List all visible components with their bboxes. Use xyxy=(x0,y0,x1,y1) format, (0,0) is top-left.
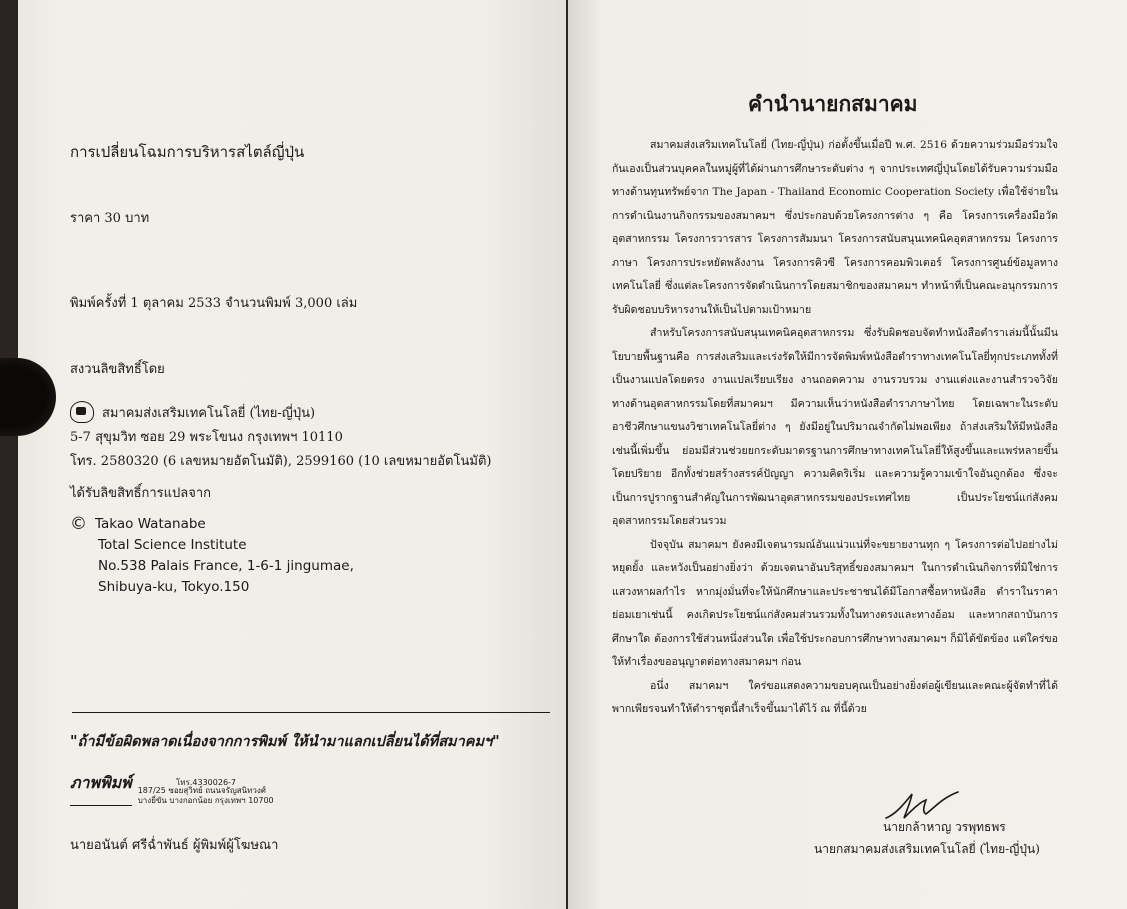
print-info: พิมพ์ครั้งที่ 1 ตุลาคม 2533 จำนวนพิมพ์ 3,000 เล่ม xyxy=(70,296,358,311)
association-address: 5-7 สุขุมวิท ซอย 29 พระโขนง กรุงเทพฯ 10110 xyxy=(70,430,343,445)
signer-name: นายกล้าหาญ วรพุทธพร xyxy=(883,820,1006,834)
institute-address: No.538 Palais France, 1-6-1 jingumae, xyxy=(98,558,354,574)
foreword-paragraph: ปัจจุบัน สมาคมฯ ยังคงมีเจตนารมณ์อันแน่วแน่ที่จะขยายงานทุก ๆ โครงการต่อไปอย่างไม่หยุดยั้ง และหวังเป็นอย่างยิ่งว่า ด้วยเจตนาอันบริสุทธิ์ของสมาคมฯ ในการดำเนินกิจการที่มิใช่การแสวงหาผลกำไร หากมุ่งมั่นที่จะให้นักศึกษาและประชาชนได้มีโอกาสซื้อหาหนังสือ ตำราในราคาย่อมเยาเช่นนี้ คงเกิดประโยชน์แก่สังคมส่วนรวมทั้งในทางตรงและทางอ้อม และหากสถาบันการศึกษาใด ต้องการใช้ส่วนหนึ่งส่วนใด เพื่อใช้ประกอบการศึกษาทางสมาคมฯ ก็มิได้ขัดข้อง แต่ใคร่ขอให้ทำเรื่องขออนุญาตต่อทางสมาคมฯ ก่อน xyxy=(612,538,1058,668)
association-name: สมาคมส่งเสริมเทคโนโลยี่ (ไทย-ญี่ปุ่น) xyxy=(102,405,316,421)
foreword-paragraph: สำหรับโครงการสนับสนุนเทคนิคอุตสาหกรรม ซึ่งรับผิดชอบจัดทำหนังสือตำราเล่มนี้นั้นมีนโยบายพื้นฐานคือ การส่งเสริมและเร่งรัดให้มีการจัดพิมพ์หนังสือตำราทางเทคโนโลยี่ทุกประเภททั้งที่เป็นงานแปลโดยตรง งานแปลเรียบเรียง งานถอดความ งานรวบรวม งานแต่งและงานสำรวจวิจัยทางด้านอุตสาหกรรมโดยที่สมาคมฯ มีความเห็นว่าหนังสือตำราภาษาไทย โดยเฉพาะในระดับอาชีวศึกษาแขนงวิชาเทคโนโลยี่ต่าง ๆ ยังมีอยู่ในปริมาณจำกัดไม่พอเพียง ถ้าส่งเสริมให้มีหนังสือเช่นนี้เพิ่มขึ้น ย่อมมีส่วนช่วยยกระดับมาตรฐานการศึกษาทางเทคโนโลยี่ให้สูงขึ้นและแพร่หลายขึ้นโดยปริยาย อีกทั้งช่วยสร้างสรรค์ปัญญา ความคิดริเริ่ม และความรู้ความเข้าใจอันถูกต้อง ซึ่งจะเป็นการปูรากฐานสำคัญในการพัฒนาอุตสาหกรรมของประเทศไทย เป็นประโยชน์แก่สังคมอุตสาหกรรมโดยส่วนรวม xyxy=(612,327,1058,527)
divider xyxy=(72,712,550,713)
printer-phone: โทร.4330026-7 xyxy=(176,778,237,787)
printer-logo: ภาพพิมพ์ xyxy=(70,774,132,806)
foreword-body xyxy=(612,134,1058,722)
copyright-owner-row xyxy=(70,514,206,534)
printer-address-1: 187/25 ซอยสุวิทย์ ถนนจรัญสนิทวงศ์ xyxy=(137,786,266,795)
copyright-icon: © xyxy=(70,514,87,534)
foreword-paragraph: อนึ่ง สมาคมฯ ใคร่ขอแสดงความขอบคุณเป็นอย่างยิ่งต่อผู้เขียนและคณะผู้จัดทำที่ได้พากเพียรจนทำให้ตำราชุดนี้สำเร็จขึ้นมาได้ไว้ ณ ที่นี้ด้วย xyxy=(612,679,1058,715)
author-name: Takao Watanabe xyxy=(95,516,206,532)
institute-city: Shibuya-ku, Tokyo.150 xyxy=(98,579,250,595)
foreword-title: คำนำนายกสมาคม xyxy=(748,91,918,116)
book-title: การเปลี่ยนโฉมการบริหารสไตล์ญี่ปุ่น xyxy=(70,143,305,161)
association-phone: โทร. 2580320 (6 เลขหมายอัตโนมัติ), 2599160 (10 เลขหมายอัตโนมัติ) xyxy=(70,454,492,469)
copyright-heading: สงวนลิขสิทธิ์โดย xyxy=(70,362,165,377)
publisher-line: นายอนันต์ ศรีฉ่ำพันธ์ ผู้พิมพ์ผู้โฆษณา xyxy=(70,838,279,853)
signer-title: นายกสมาคมส่งเสริมเทคโนโลยี่ (ไทย-ญี่ปุ่น) xyxy=(814,842,1040,856)
association-logo-icon xyxy=(70,401,94,423)
foreword-paragraph: สมาคมส่งเสริมเทคโนโลยี่ (ไทย-ญี่ปุ่น) ก่อตั้งขึ้นเมื่อปี พ.ศ. 2516 ด้วยความร่วมมือร่วมใจกันเองเป็นส่วนบุคคลในหมู่ผู้ที่ได้ผ่านการศึกษาระดับต่าง ๆ จากประเทศญี่ปุ่นโดยได้รับความร่วมมือทางด้านทุนทรัพย์จาก The Japan - Thailand Economic Cooperation Society เพื่อใช้จ่ายในการดำเนินงานกิจกรรมของสมาคมฯ ซึ่งประกอบด้วยโครงการต่าง ๆ คือ โครงการเครื่องมือวัดอุตสาหกรรม โครงการวารสาร โครงการสัมมนา โครงการสนับสนุนเทคนิคอุตสาหกรรม โครงการภาษา โครงการประหยัดพลังงาน โครงการคิวซี โครงการคอมพิวเตอร์ โครงการศูนย์ข้อมูลทางเทคโนโลยี่ ซึ่งแต่ละโครงการจัดดำเนินการโดยสมาชิกของสมาคมฯ ทำหน้าที่เป็นคณะอนุกรรมการรับผิดชอบบริหารงานให้เป็นไปตามเป้าหมาย xyxy=(612,139,1058,316)
price-line: ราคา 30 บาท xyxy=(70,211,150,226)
translation-heading: ได้รับลิขสิทธิ์การแปลจาก xyxy=(70,486,212,501)
printer-block xyxy=(70,774,274,806)
association-row xyxy=(70,401,315,423)
institute-name: Total Science Institute xyxy=(98,537,247,553)
printing-error-notice: "ถ้ามีข้อผิดพลาดเนื่องจากการพิมพ์ ให้นำมาแลกเปลี่ยนได้ที่สมาคมฯ" xyxy=(70,733,500,750)
printer-address-2: บางยี่ขัน บางกอกน้อย กรุงเทพฯ 10700 xyxy=(137,796,274,805)
